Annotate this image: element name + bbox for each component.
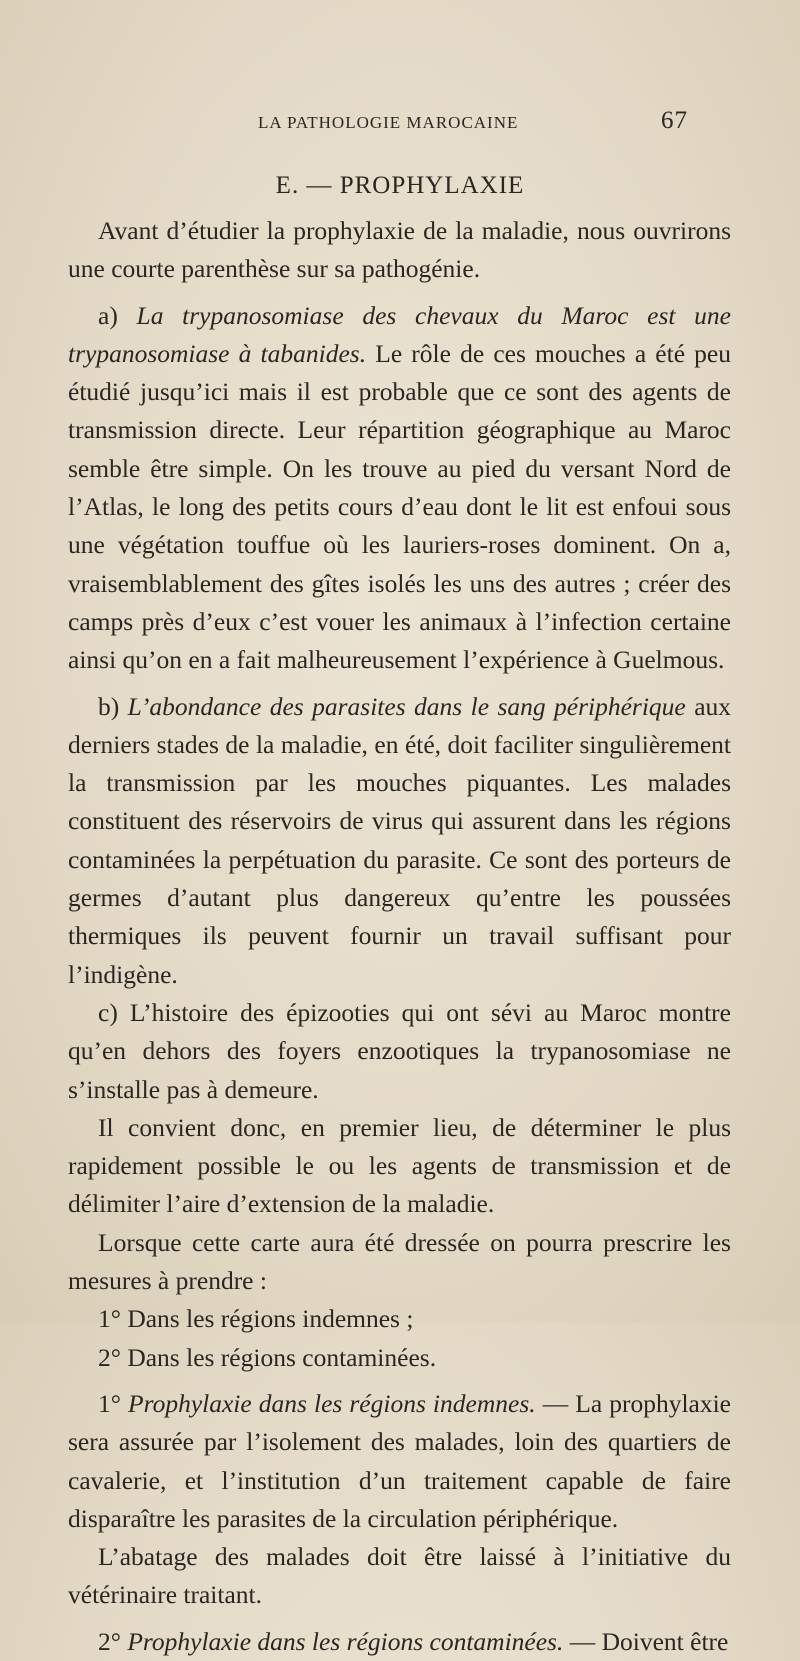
paragraph-contaminees <box>68 1623 731 1661</box>
paragraph-text: — La prophylaxie sera assurée par l’isolement des malades, loin des quartiers de cavalerie, et l’institution d’un traitement capable de faire disparaître les parasites de la circulation périphérique. <box>68 1388 731 1533</box>
paragraph-convient <box>68 1109 731 1224</box>
running-title: LA PATHOLOGIE MAROCAINE <box>258 113 519 132</box>
paragraph-abatage <box>68 1538 731 1615</box>
paragraph-b <box>68 688 731 994</box>
paragraph-c <box>68 994 731 1109</box>
paragraph-text: Lorsque cette carte aura été dressée on pourra prescrire les mesures à prendre : <box>68 1227 731 1296</box>
paragraph-text: c) L’histoire des épizooties qui ont sévi au Maroc montre qu’en dehors des foyers enzootiques la trypanosomiase ne s’installe pas à demeure. <box>68 997 731 1104</box>
paragraph-text: Le rôle de ces mouches a été peu étudié jusqu’ici mais il est probable que ce sont des agents de transmission directe. Leur répartition géographique au Maroc semble être simple. On les trouve au pied du versant Nord de l’Atlas, le long des petits cours d’eau dont le lit est enfoui sous une végétation touffue où les lauriers-roses dominent. On a, vraisemblablement des gîtes isolés les uns des autres ; créer des camps près d’eux c’est vouer les animaux à l’infection certaine ainsi qu’on en a fait malheureusement l’expérience à Guelmous. <box>68 338 732 675</box>
paragraph-text: aux derniers stades de la maladie, en été, doit faciliter singulièrement la transmission par les mouches piquantes. Les malades constituent des réservoirs de virus qui assurent dans les régions contaminées la perpétuation du parasite. Ce sont des porteurs de germes d’autant plus dangereux qu’entre les poussées thermiques ils peuvent fournir un travail suffisant pour l’indigène. <box>68 691 732 989</box>
paragraph-carte <box>68 1224 731 1301</box>
paragraph-indemnes <box>68 1385 731 1538</box>
paragraph-a <box>68 297 731 680</box>
paragraph-italic: L’abondance des parasites dans le sang périphérique <box>127 691 686 721</box>
list-item: 2° Dans les régions contaminées. <box>98 1342 437 1372</box>
list-item: 1° Dans les régions indemnes ; <box>98 1304 414 1334</box>
paragraph-italic: La trypanosomiase des chevaux du Maroc est une trypanosomiase à tabanides. <box>68 300 732 368</box>
paragraph-italic: Prophylaxie dans les régions indemnes. <box>128 1388 536 1418</box>
paragraph-text: — Doivent être <box>569 1626 729 1656</box>
paragraph-label: 2° <box>98 1626 121 1656</box>
paragraph-text: L’abatage des malades doit être laissé à l’initiative du vétérinaire traitant. <box>68 1542 731 1610</box>
paragraph-label: b) <box>98 691 120 721</box>
paragraph-text: Il convient donc, en premier lieu, de déterminer le plus rapidement possible le ou les agents de transmission et de délimiter l’aire d’extension de la maladie. <box>68 1112 731 1219</box>
paragraph-intro <box>68 212 731 289</box>
page-number: 67 <box>661 107 688 134</box>
paragraph-label: 1° <box>98 1388 121 1418</box>
paragraph-italic: Prophylaxie dans les régions contaminées. <box>127 1626 564 1656</box>
paragraph-text: Avant d’étudier la prophylaxie de la maladie, nous ouvrirons une courte parenthèse sur sa pathogénie. <box>68 216 731 284</box>
body-text <box>68 212 731 1661</box>
section-title: E. — PROPHYLAXIE <box>275 172 525 199</box>
paragraph-label: a) <box>98 300 118 330</box>
